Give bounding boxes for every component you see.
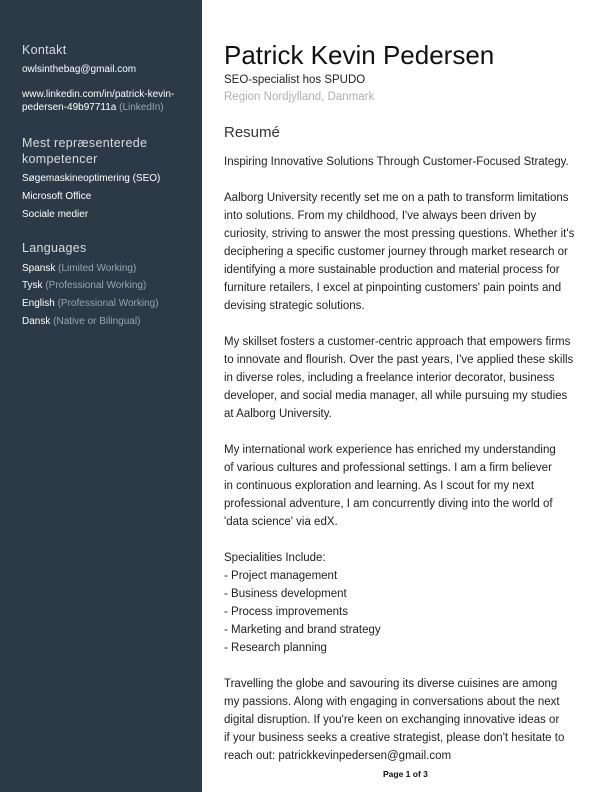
language-item (22, 297, 159, 310)
summary-line: - Process improvements (224, 606, 348, 618)
summary-line: at Aalborg University. (224, 408, 332, 420)
linkedin-link[interactable] (22, 88, 174, 114)
summary-line: Inspiring Innovative Solutions Through Customer-Focused Strategy. (224, 156, 569, 168)
linkedin-url-line1[interactable]: www.linkedin.com/in/patrick-kevin- (22, 89, 175, 100)
skill-item: Sociale medier (22, 209, 89, 220)
summary-line: Specialities Include: (224, 552, 326, 564)
summary-line: developer, and social media manager, all while pursuing my studies (224, 390, 568, 402)
summary-line: Travelling the globe and savouring its diverse cuisines are among (224, 678, 558, 690)
summary-text (224, 153, 574, 765)
summary-line: My skillset fosters a customer-centric approach that empowers firms (224, 336, 571, 348)
sidebar (0, 0, 202, 792)
linkedin-label: (LinkedIn) (119, 102, 164, 113)
contact-heading: Kontakt (22, 43, 67, 57)
summary-line: in continuous exploration and learning. As I scout for my next (224, 480, 535, 492)
summary-line: My international work experience has enriched my understanding (224, 444, 556, 456)
language-name: Spansk (22, 263, 56, 274)
language-level: (Professional Working) (45, 280, 147, 291)
profile-headline: SEO-specialist hos SPUDO (224, 74, 366, 86)
summary-line: of various cultures and professional settings. I am a firm believer (224, 462, 552, 474)
summary-line: to innovate and flourish. Over the past years, I've applied these skills (224, 354, 574, 366)
language-item (22, 262, 136, 275)
skills-heading-line1: Mest repræsenterede (22, 136, 148, 150)
language-name: English (22, 298, 55, 309)
summary-line: - Marketing and brand strategy (224, 624, 381, 636)
summary-line: deciphering a specific customer journey through market research or (224, 246, 568, 258)
language-item (22, 279, 146, 292)
skill-item: Søgemaskineoptimering (SEO) (22, 173, 161, 184)
summary-line: devising strategic solutions. (224, 300, 365, 312)
skill-item: Microsoft Office (22, 191, 92, 202)
profile-name: Patrick Kevin Pedersen (224, 40, 495, 70)
summary-line: - Business development (224, 588, 347, 600)
skills-heading-line2: kompetencer (22, 152, 98, 166)
email-link[interactable]: owlsinthebag@gmail.com (22, 64, 137, 75)
summary-line (224, 171, 574, 189)
summary-line: Aalborg University recently set me on a path to transform limitations (224, 192, 569, 204)
summary-line: my passions. Along with engaging in conversations about the next (224, 696, 560, 708)
linkedin-url-line2[interactable]: pedersen-49b97711a (22, 102, 117, 113)
summary-line: curiosity, striving to answer the most pressing questions. Whether it's (224, 228, 575, 240)
language-item (22, 315, 140, 328)
summary-line: reach out: patrickkevinpedersen@gmail.com (224, 750, 452, 762)
languages-heading: Languages (22, 241, 87, 255)
language-name: Tysk (22, 280, 43, 291)
summary-line: professional adventure, I am concurrently diving into the world of (224, 498, 553, 510)
language-name: Dansk (22, 316, 51, 327)
summary-line (224, 657, 574, 675)
summary-line (224, 531, 574, 549)
language-level: (Limited Working) (58, 263, 137, 274)
summary-line: furniture retailers, I excel at pinpointing customers' pain points and (224, 282, 562, 294)
language-level: (Native or Bilingual) (53, 316, 141, 327)
summary-line: digital disruption. If you're keen on exchanging innovative ideas or (224, 714, 560, 726)
summary-line (224, 315, 574, 333)
profile-location: Region Nordjylland, Danmark (224, 91, 375, 103)
summary-line: into solutions. From my childhood, I've always been driven by (224, 210, 537, 222)
summary-line: - Project management (224, 570, 338, 582)
summary-line: in diverse roles, including a freelance interior decorator, business (224, 372, 555, 384)
summary-heading: Resumé (224, 124, 280, 141)
page-number: Page 1 of 3 (383, 769, 428, 779)
summary-line: identifying a more sustainable production and material process for (224, 264, 560, 276)
summary-line (224, 423, 574, 441)
summary-line: - Research planning (224, 642, 327, 654)
skills-heading (22, 135, 147, 167)
summary-line: 'data science' via edX. (224, 516, 338, 528)
summary-line: if your business seeks a creative strategist, please don't hesitate to (224, 732, 565, 744)
language-level: (Professional Working) (57, 298, 159, 309)
